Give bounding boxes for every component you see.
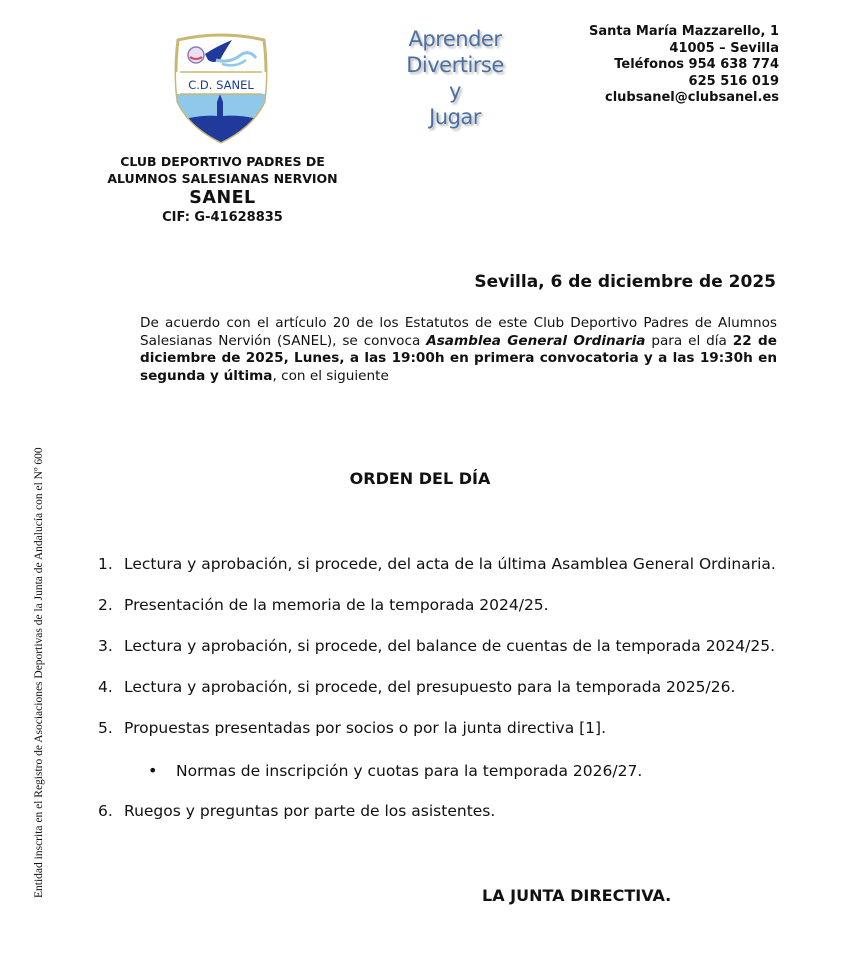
assembly-name: Asamblea General Ordinaria: [426, 332, 646, 349]
agenda-item-number: 3.: [98, 637, 113, 655]
slogan-line: Aprender: [408, 27, 502, 51]
club-logo: [172, 32, 270, 144]
agenda-item-text: Lectura y aprobación, si procede, del balance de cuentas de la temporada 2024/25.: [124, 637, 776, 655]
meeting-schedule: 22 de diciembre de 2025, Lunes, a las 19:00h en primera convocatoria y a las 19:30h en segunda y última: [140, 332, 777, 384]
slogan: [380, 26, 530, 130]
agenda-item: [98, 678, 735, 696]
bullet-icon: •: [148, 761, 158, 780]
agenda-item-text: Lectura y aprobación, si procede, del presupuesto para la temporada 2025/26.: [124, 678, 736, 696]
agenda-item-text: Presentación de la memoria de la temporada 2024/25.: [124, 596, 549, 614]
agenda-item-text: Propuestas presentadas por socios o por la junta directiva [1].: [124, 719, 607, 737]
club-cif: CIF: G-41628835: [162, 210, 283, 225]
intro-text-1: De acuerdo con el artículo 20 de los Estatutos de este Club Deportivo Padres de Alumnos Salesianas Nervión (SANEL), se convoca: [140, 315, 777, 349]
contact-address: [589, 24, 779, 107]
address-phone-2: 625 516 019: [688, 73, 779, 89]
intro-text-2: para el día: [645, 332, 733, 349]
agenda-item: [98, 555, 776, 573]
agenda-item: [98, 596, 549, 614]
logo-text: C.D. SANEL: [188, 78, 254, 92]
registration-note: Entidad inscrita en el Registro de Asociaciones Deportivas de la Junta de Andalucía con el Nº 600: [33, 447, 45, 898]
agenda-item-number: 5.: [98, 719, 113, 737]
address-phone: Teléfonos 954 638 774: [614, 57, 779, 73]
agenda-item: [98, 719, 606, 737]
club-name-line-2: ALUMNOS SALESIANAS NERVION: [107, 171, 338, 186]
slogan-line: Jugar: [429, 105, 481, 129]
agenda-item: [98, 802, 495, 820]
slogan-line: y: [449, 79, 461, 103]
intro-text-3: , con el siguiente: [272, 367, 389, 384]
agenda-item-number: 6.: [98, 802, 113, 820]
agenda-item-number: 1.: [98, 555, 113, 573]
agenda-subitem: [148, 761, 642, 780]
agenda-item-text: Ruegos y preguntas por parte de los asistentes.: [124, 802, 496, 820]
signature: LA JUNTA DIRECTIVA.: [482, 886, 672, 905]
club-crest-icon: [172, 32, 270, 144]
address-email[interactable]: clubsanel@clubsanel.es: [604, 90, 779, 106]
document-date: Sevilla, 6 de diciembre de 2025: [474, 272, 776, 292]
agenda-item-text: Lectura y aprobación, si procede, del acta de la última Asamblea General Ordinaria.: [124, 555, 776, 573]
agenda-subitem-text: Normas de inscripción y cuotas para la temporada 2026/27.: [176, 762, 643, 780]
slogan-line: Divertirse: [406, 53, 504, 77]
club-info: [95, 153, 350, 227]
agenda-item-number: 2.: [98, 596, 113, 614]
address-city: 41005 – Sevilla: [669, 40, 779, 56]
intro-paragraph: [140, 315, 777, 385]
agenda-item: [98, 637, 775, 655]
club-name-line-1: CLUB DEPORTIVO PADRES DE: [120, 154, 325, 169]
club-short-name: SANEL: [189, 188, 256, 208]
address-street: Santa María Mazzarello, 1: [589, 24, 779, 39]
agenda-item-number: 4.: [98, 678, 113, 696]
agenda-title: ORDEN DEL DÍA: [349, 469, 491, 488]
